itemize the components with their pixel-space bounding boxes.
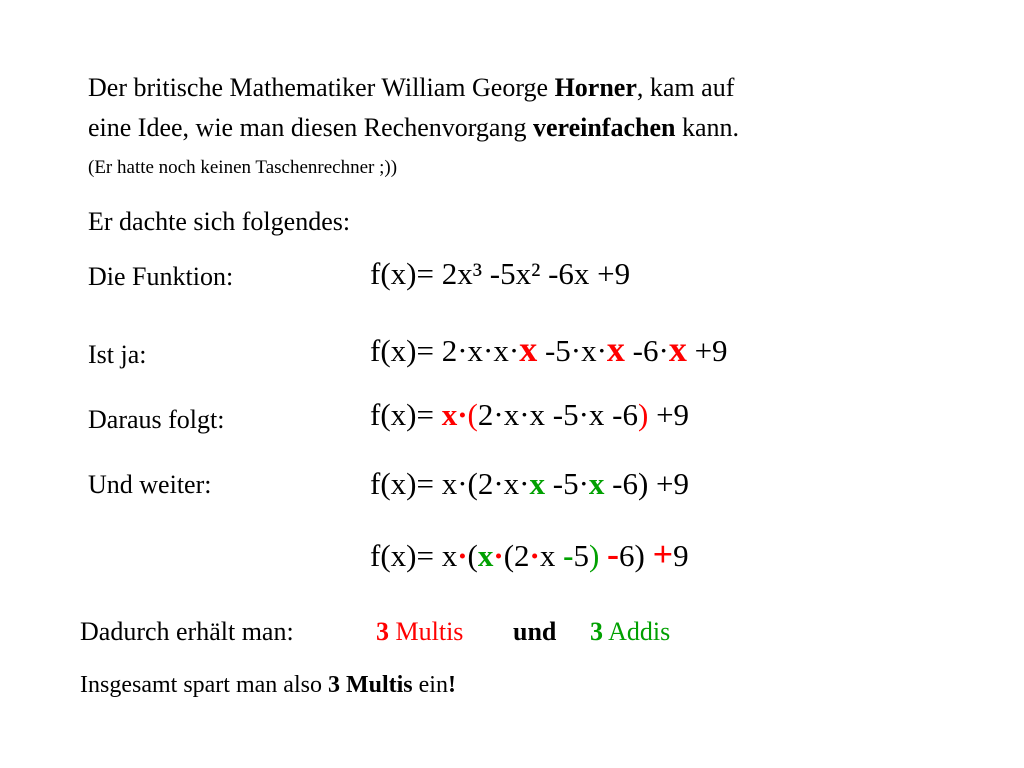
row5-dot1: · [457,538,468,573]
row2-part1: f(x)= 2·x·x· [370,333,520,368]
intro-line-1-post: , kam auf [636,73,735,102]
footer-line [80,672,456,699]
footer-pre: Insgesamt spart man also [80,672,328,698]
row5-part3: (2 [503,538,530,573]
row2-part3: -6· [624,333,669,368]
row3-part2: 2·x·x -5·x -6 [477,397,638,432]
intro-lead: Er dachte sich folgendes: [88,207,351,236]
row2-label: Ist ja: [88,340,147,369]
intro-line-2 [88,110,739,146]
row4-part2: -5· [545,466,589,501]
row5-part6 [599,538,607,573]
row5-formula [370,533,689,575]
row1-label: Die Funktion: [88,262,234,291]
add-count: 3 [590,617,603,646]
row2-x3: x [668,329,687,369]
footer-bold: 3 Multis [327,672,413,698]
footer-exclaim: ! [447,672,456,698]
add-label: Addis [603,617,671,646]
mult-count: 3 [376,617,389,646]
row5-plus: + [652,534,674,574]
row3-part3: +9 [648,397,690,432]
footer-post: ein [412,672,448,698]
row5-part4: x [539,538,564,573]
row5-x1: x [477,538,494,573]
row4-x1: x [529,466,545,501]
summary-und: und [513,617,557,646]
row3-label: Daraus folgt: [88,405,225,434]
horner-name: Horner [554,73,637,102]
intro-note: (Er hatte noch keinen Taschenrechner ;)) [88,157,398,178]
row5-part7: 6) [619,538,653,573]
row4-formula [370,466,689,502]
row4-label: Und weiter: [88,470,212,499]
row5-minus2: - [607,534,620,574]
row5-dot2: · [493,538,504,573]
row3-x1: x· [441,397,468,432]
summary-lead: Dadurch erhält man: [80,617,294,646]
row5-part5: 5 [573,538,589,573]
row2-x2: x [606,329,625,369]
row4-part1: f(x)= x·(2·x· [370,466,530,501]
row4-x2: x [588,466,605,501]
row5-part1: f(x)= x [370,538,458,573]
row4-part3: -6) +9 [604,466,690,501]
row5-part2: ( [467,538,478,573]
intro-line-1 [88,70,734,106]
row2-part4: +9 [686,333,728,368]
row1-formula: f(x)= 2x³ -5x² -6x +9 [370,256,631,291]
row5-minus1: - [563,538,574,573]
row3-paren-close: ) [638,397,649,432]
row5-paren1: ) [588,538,600,573]
row3-paren-open: ( [467,397,478,432]
row2-x1: x [519,329,538,369]
row5-dot3: · [529,538,540,573]
intro-line-1-pre: Der britische Mathematiker William George [88,73,555,102]
row5-part8: 9 [673,538,689,573]
vereinfachen-word: vereinfachen [532,113,676,142]
intro-line-2-pre: eine Idee, wie man diesen Rechenvorgang [88,113,533,142]
row2-part2: -5·x· [537,333,607,368]
summary-multis [376,617,463,647]
row2-formula [370,328,728,370]
intro-line-2-post: kann. [675,113,740,142]
mult-label: Multis [389,617,464,646]
row3-formula [370,397,689,433]
row3-part1: f(x)= [370,397,442,432]
summary-addis [590,617,670,647]
